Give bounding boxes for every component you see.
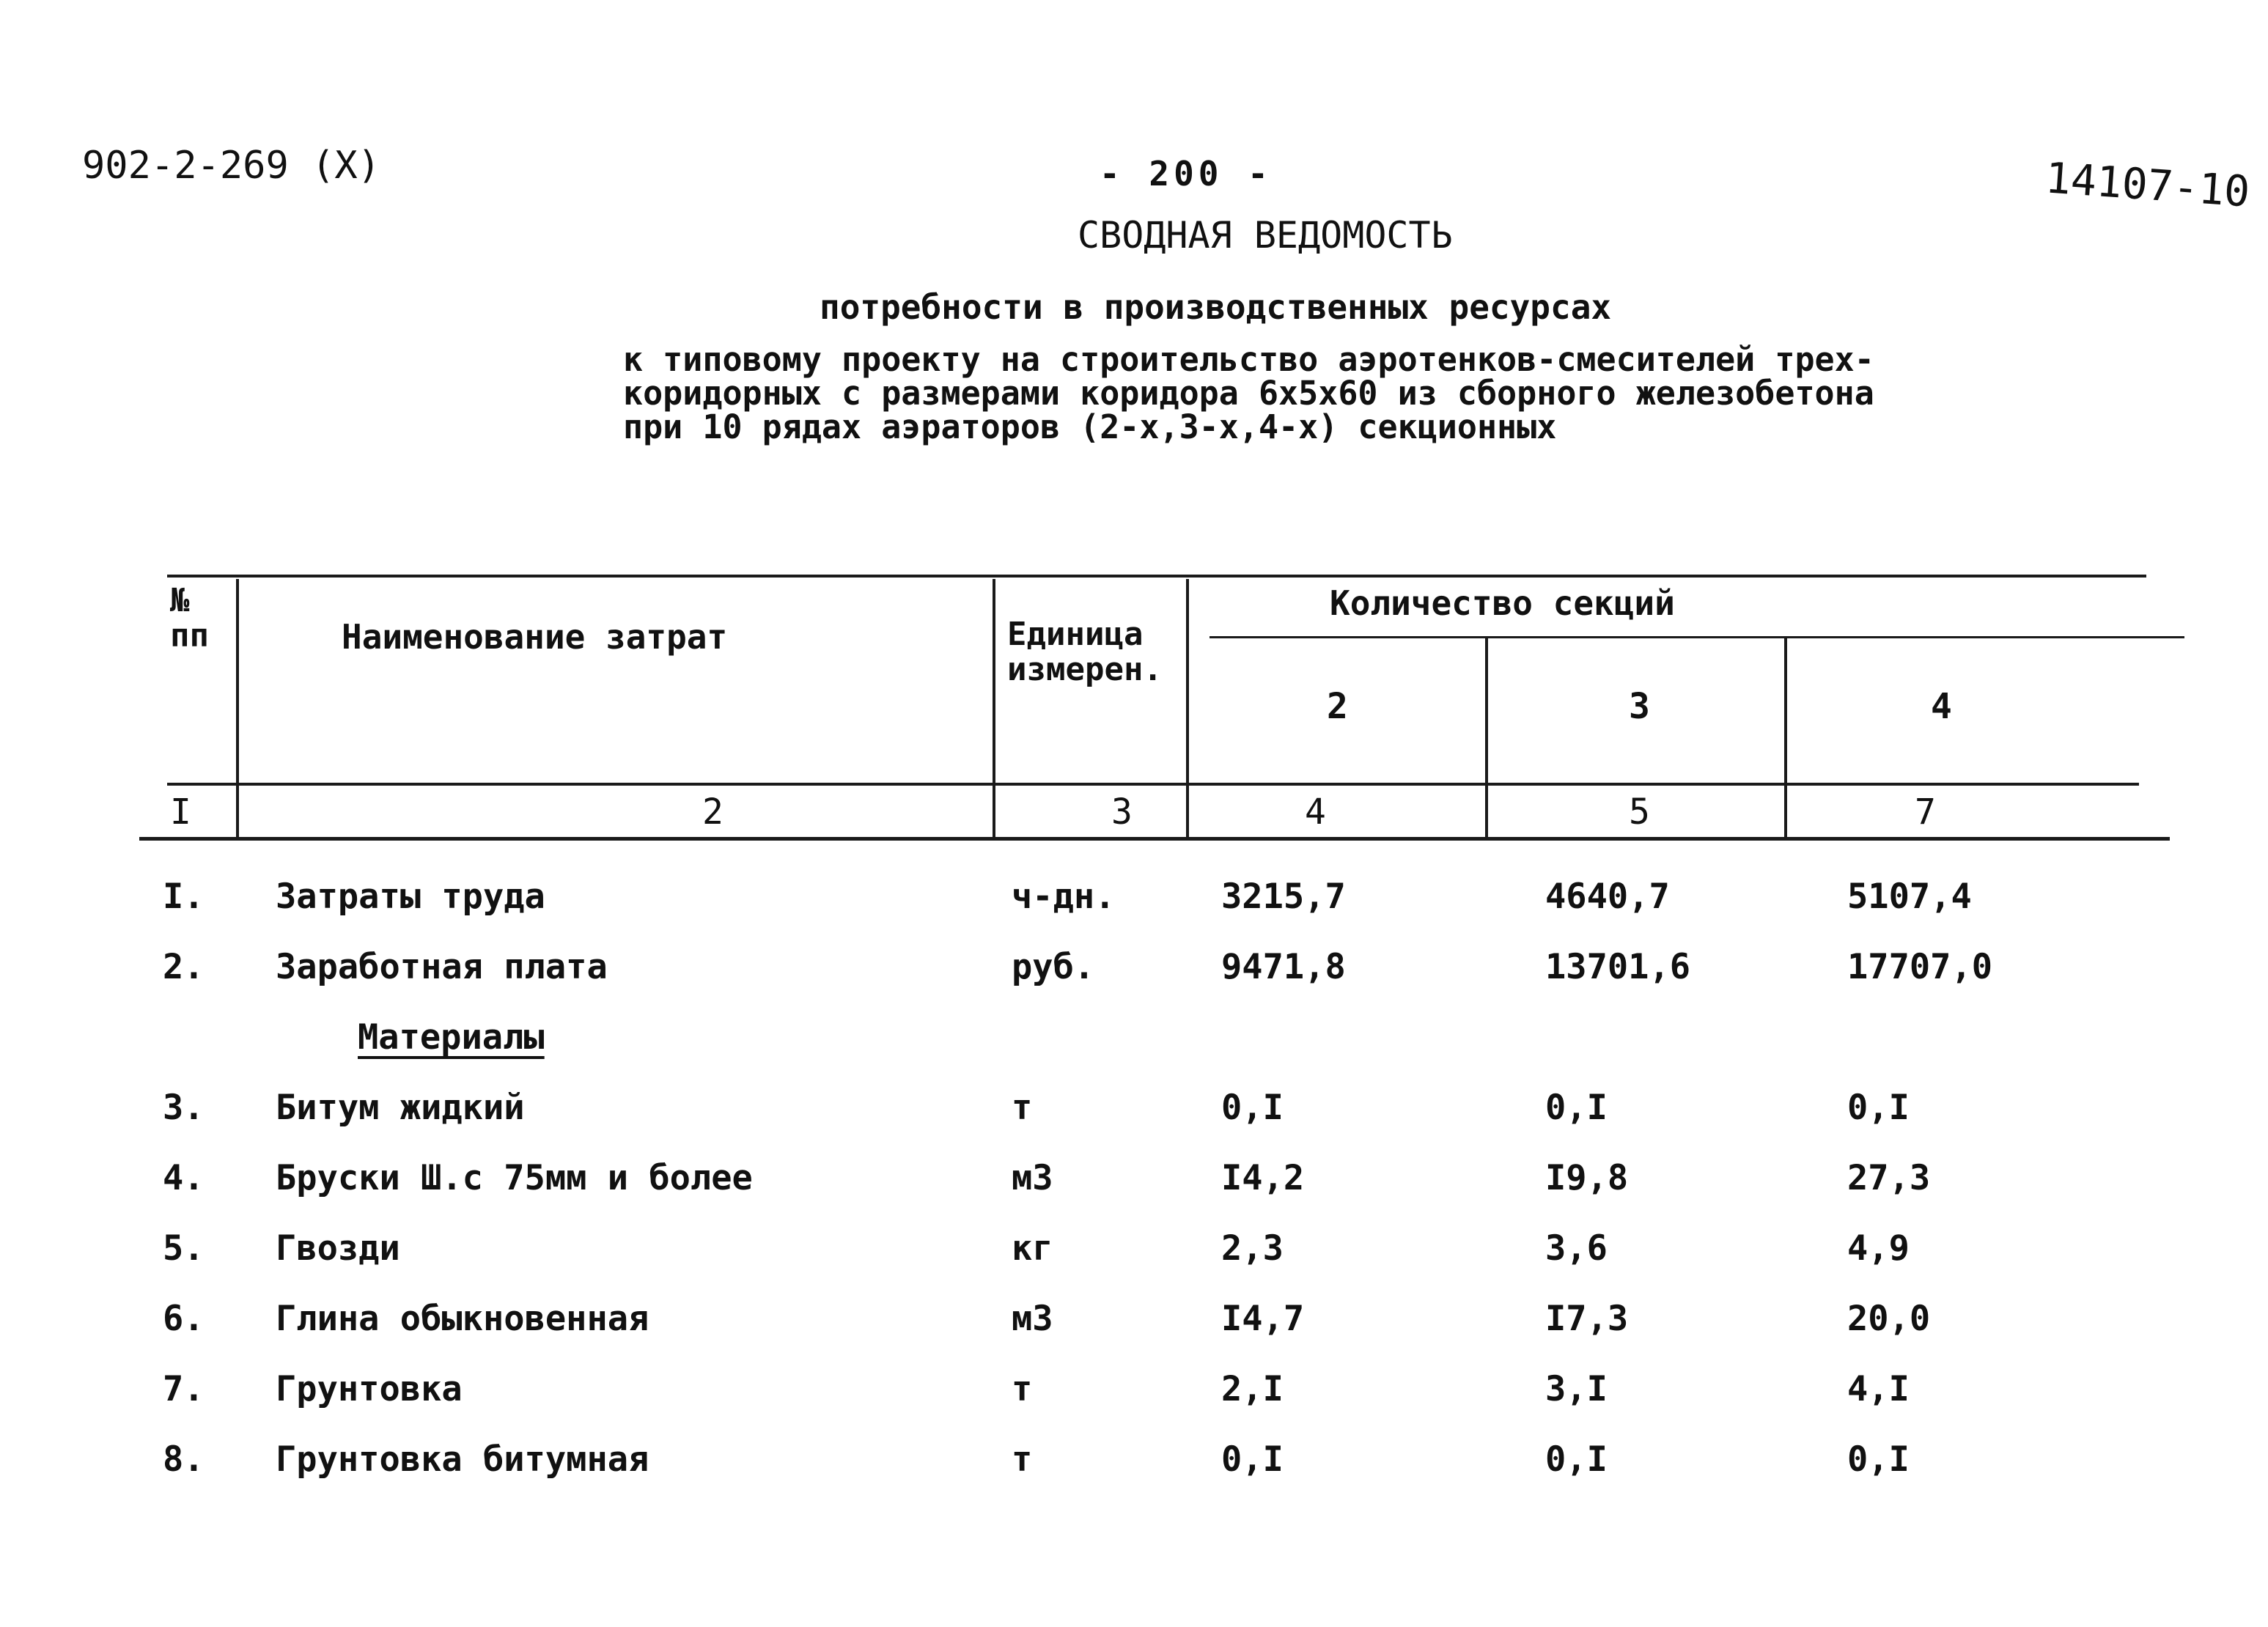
- row-value-2-sections: 2,I: [1221, 1369, 1284, 1409]
- column-number: 7: [1915, 792, 1936, 833]
- row-unit: руб.: [1012, 947, 1095, 987]
- row-value-2-sections: 2,3: [1221, 1228, 1284, 1269]
- row-value-3-sections: 13701,6: [1545, 947, 1691, 987]
- table-row: [0, 1369, 2268, 1428]
- description-line: к типовому проекту на строительство аэротенков-смесителей трех-: [623, 340, 1874, 379]
- page-number: - 200 -: [1100, 154, 1273, 193]
- column-number: 3: [1111, 792, 1133, 833]
- row-name: Затраты труда: [276, 877, 545, 917]
- row-name: Глина обыкновенная: [276, 1299, 649, 1339]
- row-value-4-sections: 0,I: [1847, 1439, 1910, 1480]
- row-unit: т: [1012, 1088, 1033, 1128]
- table-row: [0, 947, 2268, 1006]
- header-section-4: 4: [1931, 686, 1952, 727]
- row-value-4-sections: 27,3: [1847, 1158, 1931, 1198]
- row-value-3-sections: 0,I: [1545, 1088, 1608, 1128]
- row-value-2-sections: I4,7: [1221, 1299, 1305, 1339]
- row-value-2-sections: 0,I: [1221, 1439, 1284, 1480]
- column-divider: [1485, 638, 1488, 838]
- row-value-3-sections: 0,I: [1545, 1439, 1608, 1480]
- row-name: Грунтовка: [276, 1369, 463, 1409]
- header-no: № пп: [170, 582, 209, 654]
- row-unit: м3: [1012, 1158, 1053, 1198]
- row-number: 7.: [163, 1369, 205, 1409]
- column-number: 2: [702, 792, 724, 833]
- column-divider: [236, 579, 239, 838]
- row-number: 5.: [163, 1228, 205, 1269]
- row-number: 2.: [163, 947, 205, 987]
- table-row: [0, 1439, 2268, 1498]
- row-name: Заработная плата: [276, 947, 608, 987]
- row-number: 6.: [163, 1299, 205, 1339]
- row-name: Гвозди: [276, 1228, 400, 1269]
- handwritten-stamp: 14107-10: [2043, 152, 2252, 217]
- column-number: I: [170, 792, 191, 833]
- row-name: Бруски Ш.с 75мм и более: [276, 1158, 753, 1198]
- header-unit: Единица измерен.: [1007, 616, 1163, 688]
- row-value-2-sections: 0,I: [1221, 1088, 1284, 1128]
- column-divider: [1784, 638, 1787, 838]
- row-value-2-sections: 9471,8: [1221, 947, 1346, 987]
- row-value-3-sections: I9,8: [1545, 1158, 1629, 1198]
- row-number: 8.: [163, 1439, 205, 1480]
- description-line: коридорных с размерами коридора 6х5х60 из сборного железобетона: [623, 374, 1874, 413]
- row-value-4-sections: 5107,4: [1847, 877, 1972, 917]
- document-description: [623, 340, 1874, 446]
- row-value-3-sections: 4640,7: [1545, 877, 1670, 917]
- row-unit: м3: [1012, 1299, 1053, 1339]
- row-value-2-sections: 3215,7: [1221, 877, 1346, 917]
- table-row: [0, 877, 2268, 935]
- column-divider: [1186, 579, 1189, 838]
- row-unit: ч-дн.: [1012, 877, 1116, 917]
- column-numbers-bottom-border: [139, 837, 2170, 841]
- row-unit: т: [1012, 1439, 1033, 1480]
- description-line: при 10 рядах аэраторов (2-х,3-х,4-х) секционных: [623, 407, 1557, 446]
- section-heading-materials: Материалы: [358, 1017, 545, 1058]
- column-divider: [993, 579, 995, 838]
- header-name: Наименование затрат: [342, 617, 728, 657]
- header-section-2: 2: [1327, 686, 1348, 727]
- row-unit: т: [1012, 1369, 1033, 1409]
- row-value-4-sections: 0,I: [1847, 1088, 1910, 1128]
- header-sections-group: Количество секций: [1330, 583, 1675, 623]
- row-value-4-sections: 17707,0: [1847, 947, 1993, 987]
- sections-group-divider: [1210, 636, 2184, 638]
- row-number: 3.: [163, 1088, 205, 1128]
- header-bottom-border: [167, 783, 2139, 786]
- document-title: СВОДНАЯ ВЕДОМОСТЬ: [1078, 214, 1453, 257]
- row-name: Битум жидкий: [276, 1088, 525, 1128]
- row-name: Грунтовка битумная: [276, 1439, 649, 1480]
- table-top-border: [167, 575, 2146, 578]
- row-value-3-sections: 3,I: [1545, 1369, 1608, 1409]
- row-number: 4.: [163, 1158, 205, 1198]
- row-value-3-sections: I7,3: [1545, 1299, 1629, 1339]
- row-value-2-sections: I4,2: [1221, 1158, 1305, 1198]
- column-number: 4: [1305, 792, 1326, 833]
- document-subtitle: потребности в производственных ресурсах: [820, 287, 1612, 327]
- row-value-3-sections: 3,6: [1545, 1228, 1608, 1269]
- row-value-4-sections: 20,0: [1847, 1299, 1931, 1339]
- row-value-4-sections: 4,9: [1847, 1228, 1910, 1269]
- row-number: I.: [163, 877, 205, 917]
- table-row: [0, 1088, 2268, 1146]
- row-unit: кг: [1012, 1228, 1053, 1269]
- document-code: 902-2-269 (X): [82, 144, 380, 188]
- table-row: [0, 1299, 2268, 1357]
- column-number: 5: [1629, 792, 1650, 833]
- table-row: [0, 1158, 2268, 1217]
- header-section-3: 3: [1629, 686, 1650, 727]
- row-value-4-sections: 4,I: [1847, 1369, 1910, 1409]
- table-row: [0, 1228, 2268, 1287]
